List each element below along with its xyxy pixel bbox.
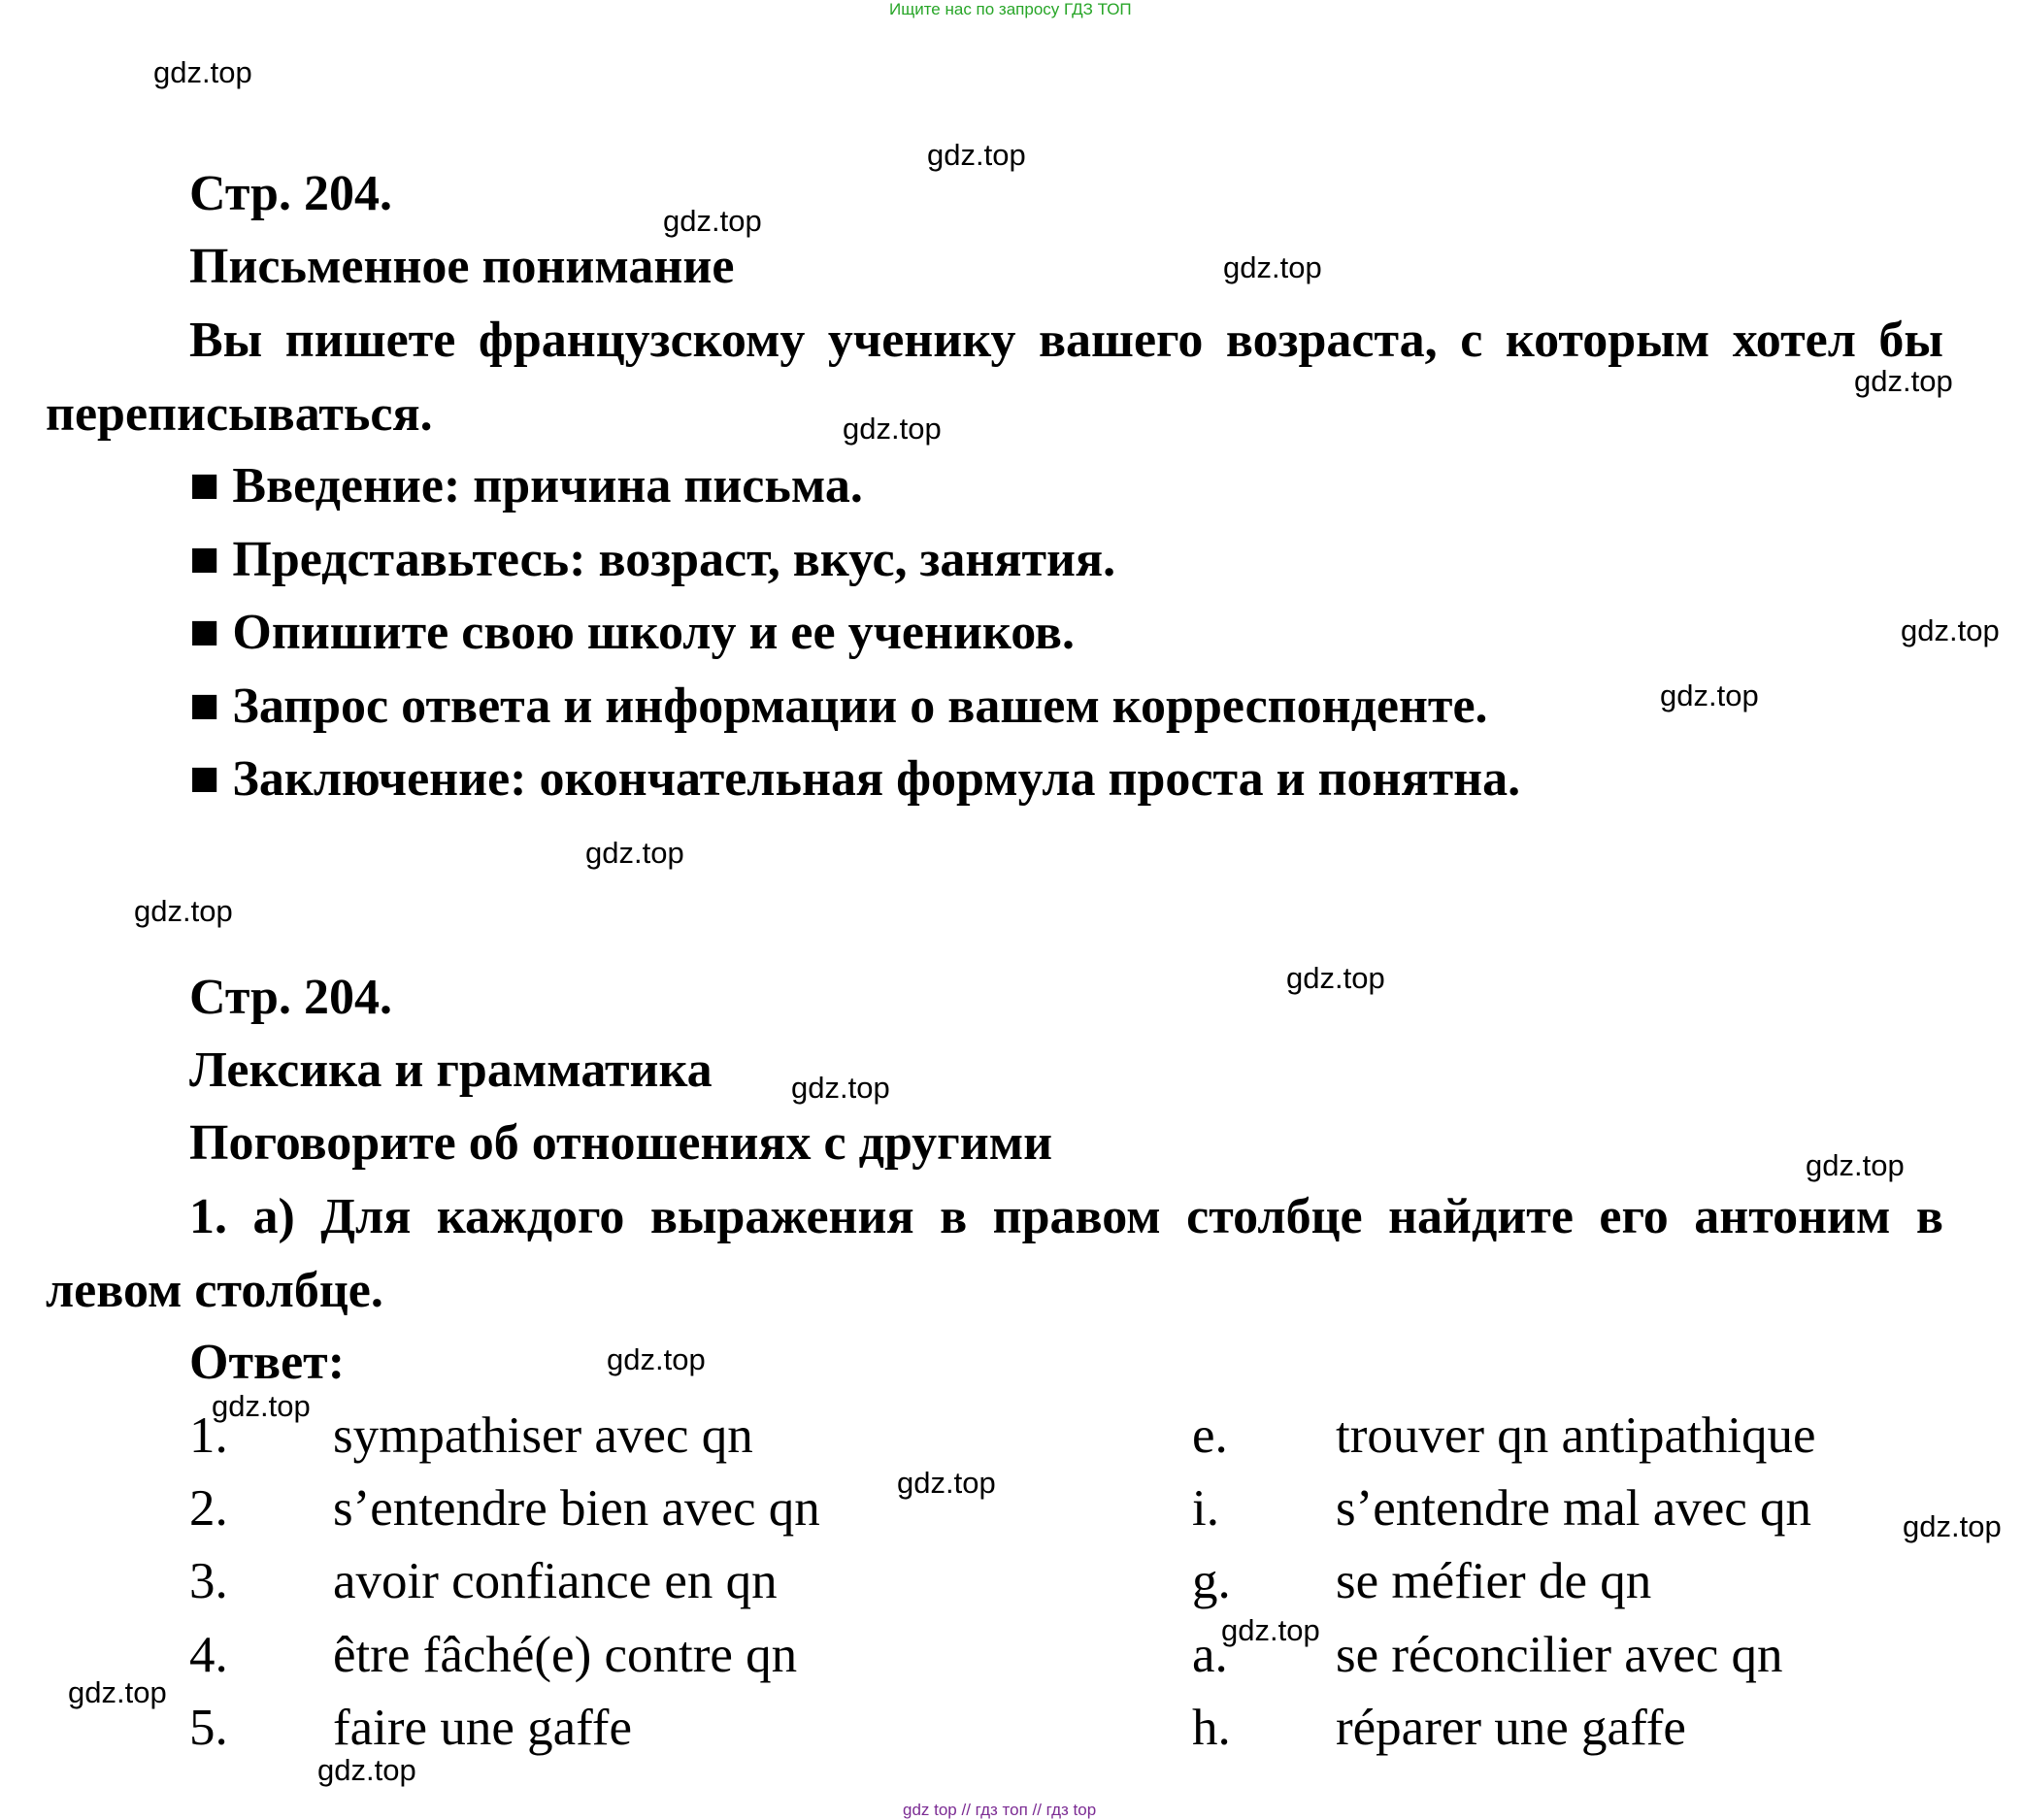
bullet-item: ■ Опишите свою школу и ее учеников. bbox=[189, 605, 1075, 660]
watermark: gdz.top bbox=[1286, 961, 1385, 995]
watermark: gdz.top bbox=[585, 836, 684, 870]
right-expression: se méfier de qn bbox=[1336, 1553, 1652, 1609]
top-banner: Ищите нас по запросу ГДЗ ТОП bbox=[889, 0, 1132, 18]
section2-heading: Лексика и грамматика bbox=[189, 1042, 713, 1098]
row-letter: i. bbox=[1192, 1480, 1219, 1537]
watermark: gdz.top bbox=[134, 894, 233, 928]
left-expression: être fâché(e) contre qn bbox=[333, 1627, 798, 1683]
row-letter: h. bbox=[1192, 1700, 1231, 1756]
left-expression: faire une gaffe bbox=[333, 1700, 632, 1756]
watermark: gdz.top bbox=[1806, 1148, 1905, 1182]
page-number-1: Стр. 204. bbox=[189, 166, 392, 221]
section2-task: 1. а) Для каждого выражения в правом столбце найдите его антоним в левом столбце. bbox=[46, 1189, 1943, 1318]
watermark: gdz.top bbox=[1903, 1509, 2002, 1543]
section2-subheading: Поговорите об отношениях с другими bbox=[189, 1115, 1053, 1171]
page-number-2: Стр. 204. bbox=[189, 970, 392, 1025]
watermark: gdz.top bbox=[1221, 1613, 1320, 1647]
watermark: gdz.top bbox=[317, 1753, 416, 1787]
section1-heading: Письменное понимание bbox=[189, 239, 735, 294]
watermark: gdz.top bbox=[927, 138, 1026, 172]
row-letter: a. bbox=[1192, 1627, 1228, 1683]
watermark: gdz.top bbox=[897, 1466, 996, 1500]
section1-task: Вы пишете французскому ученику вашего возраста, с которым хотел бы переписываться. bbox=[46, 313, 1943, 442]
bullet-item: ■ Заключение: окончательная формула проста и понятна. bbox=[189, 751, 1521, 807]
row-number: 2. bbox=[189, 1480, 228, 1537]
bullet-item: ■ Введение: причина письма. bbox=[189, 458, 863, 513]
left-expression: sympathiser avec qn bbox=[333, 1407, 753, 1464]
bottom-banner: gdz top // гдз топ // гдз top bbox=[903, 1801, 1097, 1819]
watermark: gdz.top bbox=[153, 55, 252, 89]
watermark: gdz.top bbox=[843, 412, 942, 446]
watermark: gdz.top bbox=[791, 1071, 890, 1105]
row-letter: e. bbox=[1192, 1407, 1228, 1464]
bullet-item: ■ Представьтесь: возраст, вкус, занятия. bbox=[189, 532, 1116, 587]
bullet-item: ■ Запрос ответа и информации о вашем корреспонденте. bbox=[189, 678, 1488, 734]
right-expression: s’entendre mal avec qn bbox=[1336, 1480, 1812, 1537]
left-expression: s’entendre bien avec qn bbox=[333, 1480, 820, 1537]
right-expression: se réconcilier avec qn bbox=[1336, 1627, 1783, 1683]
answer-label: Ответ: bbox=[189, 1335, 346, 1390]
watermark: gdz.top bbox=[663, 204, 762, 238]
watermark: gdz.top bbox=[1854, 364, 1953, 398]
row-number: 5. bbox=[189, 1700, 228, 1756]
left-expression: avoir confiance en qn bbox=[333, 1553, 778, 1609]
watermark: gdz.top bbox=[607, 1342, 706, 1376]
watermark: gdz.top bbox=[1901, 613, 2000, 647]
row-letter: g. bbox=[1192, 1553, 1231, 1609]
right-expression: réparer une gaffe bbox=[1336, 1700, 1686, 1756]
row-number: 4. bbox=[189, 1627, 228, 1683]
watermark: gdz.top bbox=[68, 1675, 167, 1709]
right-expression: trouver qn antipathique bbox=[1336, 1407, 1816, 1464]
row-number: 3. bbox=[189, 1553, 228, 1609]
watermark: gdz.top bbox=[212, 1389, 311, 1423]
watermark: gdz.top bbox=[1223, 250, 1322, 284]
watermark: gdz.top bbox=[1660, 678, 1759, 712]
row-number: 1. bbox=[189, 1407, 228, 1464]
